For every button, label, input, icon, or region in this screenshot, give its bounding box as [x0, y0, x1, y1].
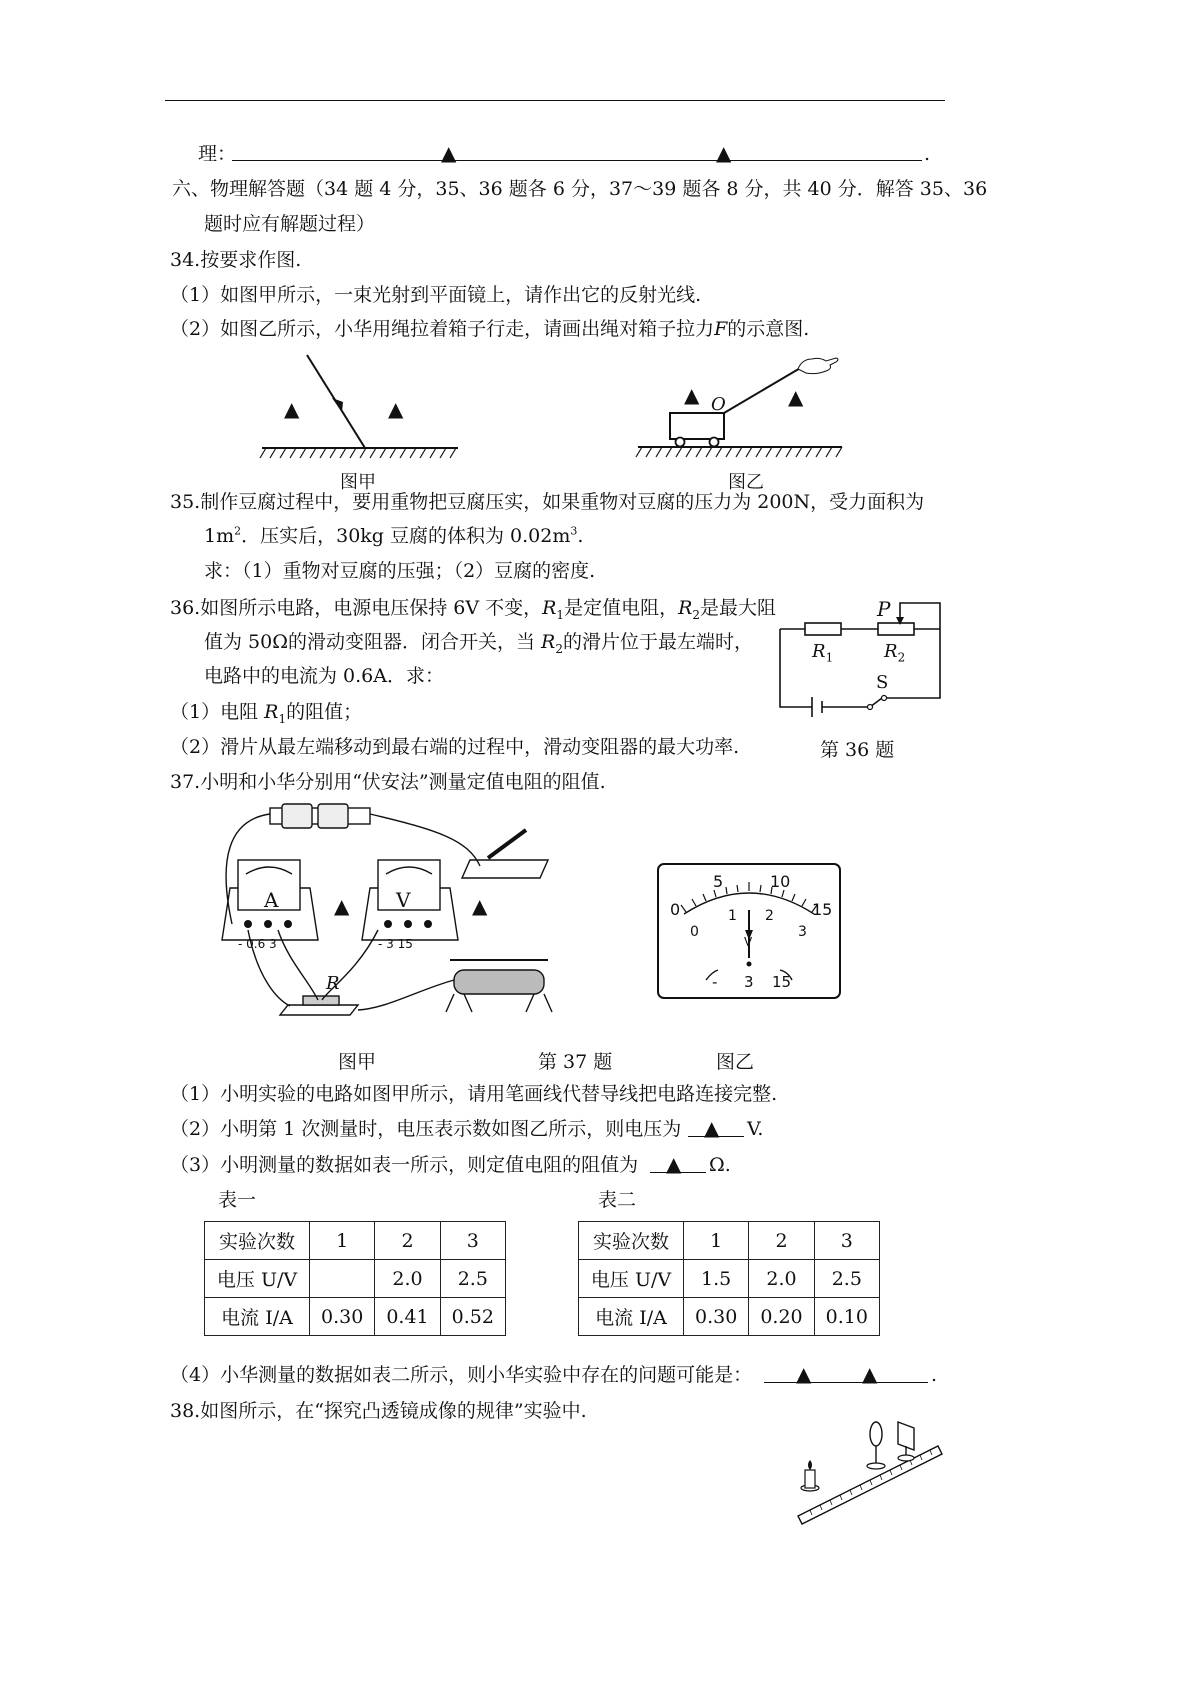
answer-mark: ▲: [666, 1152, 682, 1176]
var-r: R: [264, 701, 279, 723]
sub: 2: [692, 607, 701, 622]
table1-title: 表一: [218, 1189, 257, 1211]
q35-line2: [204, 524, 583, 548]
caption-q37-jia: 图甲: [338, 1051, 377, 1073]
scale-top-15: 15: [812, 900, 833, 919]
table-cell: 0.10: [814, 1298, 879, 1336]
table-cell: 0.20: [749, 1298, 814, 1336]
caption-q37: 第 37 题: [538, 1051, 613, 1073]
period: .: [931, 1364, 938, 1386]
q38-title: 38.如图所示，在“探究凸透镜成像的规律”实验中.: [170, 1400, 587, 1422]
q35-area: 1m: [204, 525, 235, 547]
problem-answer-blank[interactable]: [764, 1366, 928, 1383]
caption-fig-jia: 图甲: [340, 472, 376, 493]
table-row: [205, 1222, 506, 1260]
table-cell: 0.30: [310, 1298, 375, 1336]
sub: 2: [555, 641, 563, 656]
resistor-r1: [805, 623, 841, 635]
scale-bottom-3: 3: [798, 924, 807, 940]
scale-bottom-1: 1: [728, 908, 737, 924]
prev-answer-prefix: 理：: [198, 143, 237, 165]
resistor-label: R: [326, 973, 340, 994]
q36-line3: 电路中的电流为 0.6A．求：: [204, 665, 444, 687]
rheostat-r2: [878, 623, 914, 635]
q34-title: 34.按要求作图.: [170, 249, 302, 271]
q36-text: 的滑片位于最左端时，: [562, 631, 753, 653]
var-r: R: [542, 597, 557, 619]
q35-line1: 35.制作豆腐过程中，要用重物把豆腐压实，如果重物对豆腐的压力为 200N，受力面积为: [170, 491, 925, 513]
table-row: [579, 1222, 880, 1260]
q36-line2: [204, 630, 753, 654]
var-r: R: [812, 641, 826, 662]
var-r: R: [884, 641, 898, 662]
answer-mark: ▲: [388, 397, 404, 421]
sub: 1: [556, 607, 565, 622]
sup: 3: [570, 524, 578, 538]
q35-volume: ．压实后，30kg 豆腐的体积为 0.02m: [241, 525, 571, 547]
section-heading: 六、物理解答题（34 题 4 分，35、36 题各 6 分，37～39 题各 8 分，共 40 分．解答 35、36: [172, 178, 988, 200]
q36-line1: [170, 596, 776, 620]
sup: 2: [234, 524, 242, 538]
answer-mark: ▲: [441, 141, 457, 165]
header-rule: [165, 100, 945, 101]
unit-v: V.: [747, 1118, 764, 1140]
ammeter-terminals: - 0.6 3: [238, 937, 277, 951]
table-cell: 2.5: [440, 1260, 505, 1298]
q37-part4: （4）小华测量的数据如表二所示，则小华实验中存在的问题可能是：: [170, 1364, 753, 1386]
table-cell: 2.0: [375, 1260, 440, 1298]
period: .: [577, 525, 584, 547]
figure-box-rope: [630, 345, 850, 465]
scale-bottom-2: 2: [765, 908, 774, 924]
table-row: [205, 1260, 506, 1298]
q37-part3: （3）小明测量的数据如表一所示，则定值电阻的阻值为: [170, 1154, 639, 1176]
circuit-diagram: [770, 595, 950, 725]
table-cell: 0.30: [684, 1298, 749, 1336]
ray-arrow: [332, 398, 343, 412]
label-r2: [884, 640, 905, 664]
prev-answer-blank[interactable]: [232, 146, 922, 161]
var-f: F: [714, 318, 728, 340]
period: .: [924, 143, 931, 165]
answer-mark: ▲: [788, 385, 804, 409]
answer-mark: ▲: [334, 894, 350, 918]
table-cell: 实验次数: [579, 1222, 684, 1260]
scale-top-10: 10: [770, 872, 791, 891]
answer-mark: ▲: [684, 383, 700, 407]
answer-mark: ▲: [796, 1362, 812, 1386]
table-cell: 3: [814, 1222, 879, 1260]
table-cell: 3: [440, 1222, 505, 1260]
q36-part2: （2）滑片从最左端移动到最右端的过程中，滑动变阻器的最大功率.: [170, 736, 740, 758]
table-cell: 1: [310, 1222, 375, 1260]
table-two: [578, 1221, 880, 1336]
label-p: P: [877, 597, 891, 621]
sub: 1: [825, 650, 834, 665]
table-row: [579, 1260, 880, 1298]
table-row: [205, 1298, 506, 1336]
q34-part2: [170, 317, 809, 341]
label-o-text: O: [711, 394, 726, 415]
label-s: S: [876, 672, 889, 693]
figure-lens-bench: [790, 1420, 950, 1528]
table-cell: 2.0: [749, 1260, 814, 1298]
table-cell: 电压 U/V: [205, 1260, 310, 1298]
label-r1: [812, 640, 833, 664]
q37-part2: （2）小明第 1 次测量时，电压表示数如图乙所示，则电压为: [170, 1118, 682, 1140]
prev-answer-line: [198, 142, 236, 166]
table-cell: 实验次数: [205, 1222, 310, 1260]
scale-top-5: 5: [713, 872, 724, 891]
terminal-minus: -: [712, 973, 718, 991]
hand: [798, 358, 838, 374]
q36-text: 的阻值；: [286, 701, 363, 723]
label-o: [711, 393, 726, 417]
scale-top-0: 0: [670, 900, 681, 919]
answer-mark: ▲: [284, 397, 300, 421]
caption-fig-yi: 图乙: [728, 472, 764, 493]
table-cell: 2: [375, 1222, 440, 1260]
voltmeter-terminals: - 3 15: [378, 937, 413, 951]
sub: 1: [278, 711, 287, 726]
q36-part1: [170, 700, 362, 724]
table-cell: 1: [684, 1222, 749, 1260]
q36-text: 是最大阻: [700, 597, 777, 619]
table-cell: 电压 U/V: [579, 1260, 684, 1298]
unit-ohm: Ω.: [709, 1154, 731, 1176]
q34-part2-post: 的示意图.: [727, 318, 810, 340]
answer-mark: ▲: [704, 1116, 720, 1140]
table-cell: 1.5: [684, 1260, 749, 1298]
terminal-15: 15: [772, 973, 792, 991]
table-cell: 电流 I/A: [205, 1298, 310, 1336]
var-r: R: [541, 631, 556, 653]
ammeter-label: A: [264, 888, 279, 912]
table-one: [204, 1221, 506, 1336]
table-cell: 2.5: [814, 1260, 879, 1298]
answer-mark: ▲: [716, 141, 732, 165]
var-r: R: [678, 597, 693, 619]
table-cell: 电流 I/A: [579, 1298, 684, 1336]
q34-part2-pre: （2）如图乙所示，小华用绳拉着箱子行走，请画出绳对箱子拉力: [170, 318, 715, 340]
voltmeter-label: V: [396, 888, 411, 912]
table2-title: 表二: [598, 1189, 637, 1211]
q34-part1: （1）如图甲所示，一束光射到平面镜上，请作出它的反射光线.: [170, 284, 702, 306]
answer-mark: ▲: [472, 894, 488, 918]
q36-text: （1）电阻: [170, 701, 265, 723]
figure-mirror: [250, 350, 470, 465]
table-cell: [310, 1260, 375, 1298]
q37-part1: （1）小明实验的电路如图甲所示，请用笔画线代替导线把电路连接完整.: [170, 1083, 778, 1105]
table-row: [579, 1298, 880, 1336]
q36-text: 值为 50Ω的滑动变阻器．闭合开关，当: [204, 631, 542, 653]
terminal-3: 3: [744, 973, 754, 991]
table-cell: 0.41: [375, 1298, 440, 1336]
q36-text: 36.如图所示电路，电源电压保持 6V 不变，: [170, 597, 543, 619]
q35-line3: 求：（1）重物对豆腐的压强；（2）豆腐的密度.: [204, 560, 596, 582]
answer-mark: ▲: [862, 1362, 878, 1386]
table-cell: 0.52: [440, 1298, 505, 1336]
meter-unit: V: [744, 935, 753, 949]
scale-bottom-0: 0: [690, 924, 699, 940]
figure-apparatus: [218, 800, 578, 1025]
section-heading-cont: 题时应有解题过程）: [204, 213, 376, 235]
q36-text: 是定值电阻，: [564, 597, 679, 619]
caption-q36: 第 36 题: [820, 739, 895, 761]
table-cell: 2: [749, 1222, 814, 1260]
q37-title: 37.小明和小华分别用“伏安法”测量定值电阻的阻值.: [170, 771, 606, 793]
caption-q37-yi: 图乙: [716, 1051, 755, 1073]
sub: 2: [897, 650, 906, 665]
